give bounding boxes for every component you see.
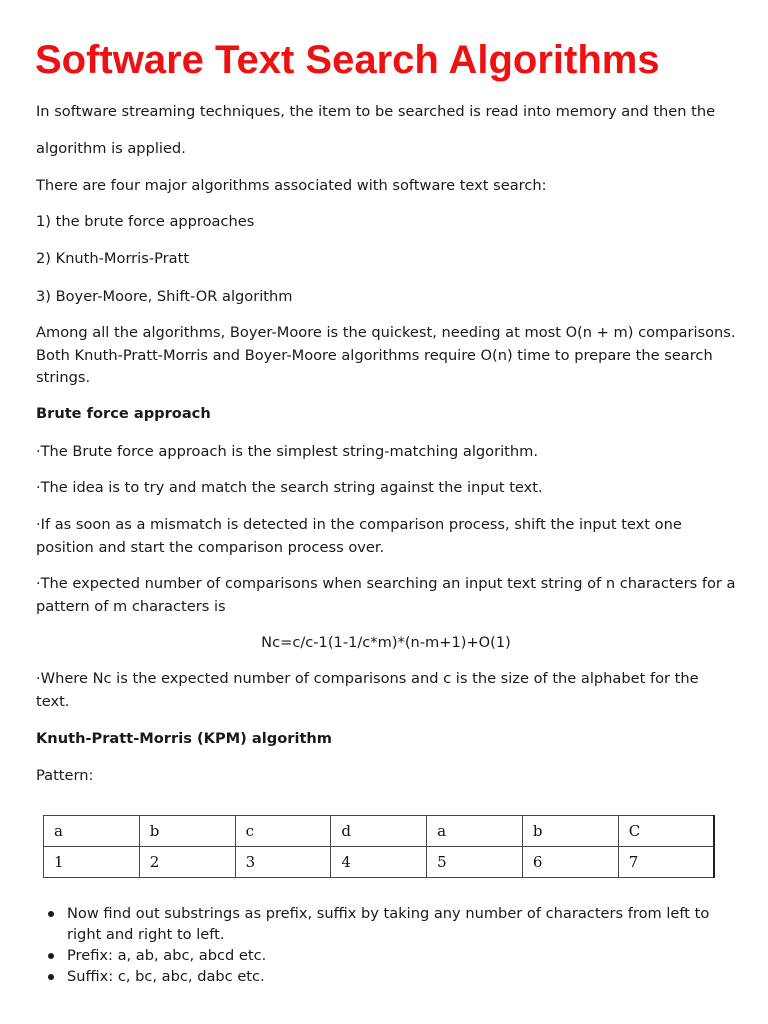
where-paragraph: ·Where Nc is the expected number of comparisons and c is the size of the alphabet for the text. bbox=[36, 670, 699, 710]
list-item: Suffix: c, bc, abc, dabc etc. bbox=[36, 966, 736, 987]
pattern-chars-row bbox=[44, 816, 715, 847]
pattern-table bbox=[43, 815, 715, 878]
pattern-char-cell: a bbox=[427, 816, 523, 847]
brute-force-point-2: ·The idea is to try and match the search string against the input text. bbox=[36, 479, 543, 496]
algorithm-item-2: 2) Knuth-Morris-Pratt bbox=[36, 250, 190, 267]
comparison-formula: Nc=c/c-1(1-1/c*m)*(n-m+1)+O(1) bbox=[261, 634, 511, 651]
pattern-index-cell: 1 bbox=[44, 847, 140, 878]
pattern-indices-row bbox=[44, 847, 715, 878]
pattern-index-cell: 6 bbox=[522, 847, 618, 878]
pattern-char-cell: c bbox=[235, 816, 331, 847]
brute-force-point-1: ·The Brute force approach is the simplest string-matching algorithm. bbox=[36, 443, 538, 460]
pattern-index-cell: 5 bbox=[427, 847, 523, 878]
pattern-label: Pattern: bbox=[36, 767, 94, 784]
list-item: Prefix: a, ab, abc, abcd etc. bbox=[36, 945, 736, 966]
page-title: Software Text Search Algorithms bbox=[35, 38, 660, 82]
pattern-index-cell: 2 bbox=[139, 847, 235, 878]
pattern-char-cell: b bbox=[139, 816, 235, 847]
pattern-index-cell: 4 bbox=[331, 847, 427, 878]
pattern-table-container bbox=[43, 815, 715, 878]
pattern-char-cell: d bbox=[331, 816, 427, 847]
brute-force-point-3: ·If as soon as a mismatch is detected in the comparison process, shift the input text one position and start the comparison process over. bbox=[36, 516, 682, 556]
pattern-char-cell: a bbox=[44, 816, 140, 847]
brute-force-point-4: ·The expected number of comparisons when searching an input text string of n characters for a pattern of m characters is bbox=[36, 575, 736, 615]
brute-force-heading: Brute force approach bbox=[36, 405, 211, 422]
pattern-char-cell: b bbox=[522, 816, 618, 847]
kpm-heading: Knuth-Pratt-Morris (KPM) algorithm bbox=[36, 730, 333, 747]
intro-line-2: algorithm is applied. bbox=[36, 140, 186, 157]
intro-line-1: In software streaming techniques, the item to be searched is read into memory and then the bbox=[36, 103, 716, 120]
list-item: Now find out substrings as prefix, suffix by taking any number of characters from left to right and right to left. bbox=[36, 903, 736, 945]
among-paragraph: Among all the algorithms, Boyer-Moore is the quickest, needing at most O(n + m) comparisons. Both Knuth-Pratt-Morris and Boyer-Moore algorithms require O(n) time to prepare the search strings. bbox=[36, 324, 736, 386]
four-algorithms-text: There are four major algorithms associated with software text search: bbox=[36, 177, 547, 194]
pattern-index-cell: 7 bbox=[618, 847, 714, 878]
pattern-index-cell: 3 bbox=[235, 847, 331, 878]
algorithm-item-3: 3) Boyer-Moore, Shift-OR algorithm bbox=[36, 288, 293, 305]
substring-bullet-list bbox=[36, 903, 736, 987]
pattern-char-cell: C bbox=[618, 816, 714, 847]
algorithm-item-1: 1) the brute force approaches bbox=[36, 213, 255, 230]
